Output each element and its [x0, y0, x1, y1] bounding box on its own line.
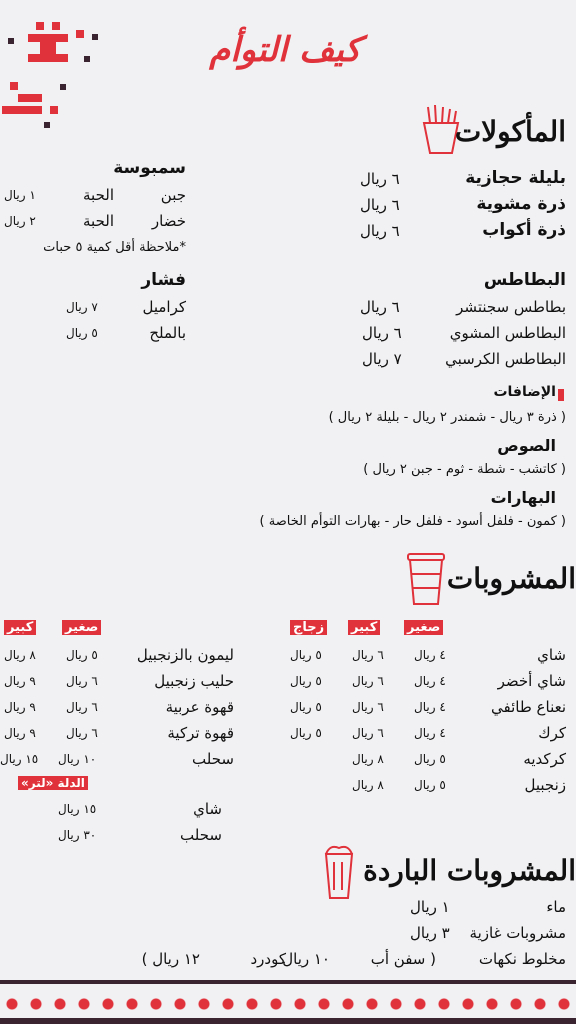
- drink-r1-glass: ٥ ريال: [290, 648, 322, 662]
- dalla-2-price: ٣٠ ريال: [58, 828, 97, 842]
- drink-l5-large: ١٥ ريال: [0, 752, 39, 766]
- drink-l4-name: قهوة تركية: [167, 724, 234, 742]
- drink-r4-glass: ٥ ريال: [290, 726, 322, 740]
- hdr-large-right: كبير: [348, 620, 380, 635]
- sauce-text: ( كاتشب - شطة - ثوم - جبن ٢ ريال ): [363, 462, 566, 477]
- dalla-header: الدلة «لتر»: [18, 776, 88, 790]
- cold-drink-icon: [320, 842, 358, 902]
- food-title: المأكولات: [454, 115, 566, 148]
- cold-price-2: ٣ ريال: [410, 924, 450, 942]
- dalla-1-price: ١٥ ريال: [58, 802, 97, 816]
- drink-r6-small: ٥ ريال: [414, 778, 446, 792]
- mix-opt1-price: ١٠ ريال: [282, 950, 330, 968]
- drink-r6-name: زنجبيل: [524, 776, 566, 794]
- sambosa-row-2-price: ٢ ريال: [4, 214, 36, 228]
- food-price-2: ٦ ريال: [360, 196, 400, 214]
- potato-item-1: بطاطس سجنتشر: [456, 298, 566, 316]
- food-item-3: ذرة أكواب: [482, 220, 566, 240]
- drink-r5-large: ٨ ريال: [352, 752, 384, 766]
- drink-l2-small: ٦ ريال: [66, 674, 98, 688]
- sambosa-row-2-unit: الحبة: [83, 212, 114, 230]
- drink-r1-small: ٤ ريال: [414, 648, 446, 662]
- drink-r2-name: شاي أخضر: [497, 672, 566, 690]
- drink-r4-small: ٤ ريال: [414, 726, 446, 740]
- sauce-title: الصوص: [497, 436, 556, 455]
- drink-r3-small: ٤ ريال: [414, 700, 446, 714]
- food-item-1: بليلة حجازية: [465, 168, 566, 188]
- potato-price-1: ٦ ريال: [360, 298, 400, 316]
- cold-item-2: مشروبات غازية: [469, 924, 566, 942]
- logo: كيف التوأم: [209, 30, 361, 70]
- popcorn-title: فشار: [141, 270, 186, 290]
- sambosa-note: *ملاحظة أقل كمية ٥ حبات: [43, 240, 186, 255]
- cold-title: المشروبات الباردة: [363, 854, 576, 887]
- drink-r3-name: نعناع طائفي: [491, 698, 566, 716]
- potato-price-3: ٧ ريال: [362, 350, 402, 368]
- drink-r2-small: ٤ ريال: [414, 674, 446, 688]
- drink-r4-name: كرك: [538, 724, 566, 742]
- hdr-small-right: صغير: [404, 620, 443, 635]
- drink-r1-name: شاي: [537, 646, 566, 664]
- extras-marker: [558, 389, 564, 401]
- drink-l5-name: سحلب: [192, 750, 234, 768]
- drink-l5-small: ١٠ ريال: [58, 752, 97, 766]
- sambosa-row-1-price: ١ ريال: [4, 188, 36, 202]
- extras-text: ( ذرة ٣ ريال - شمندر ٢ ريال - بليلة ٢ ريال ): [328, 410, 566, 425]
- drink-l3-small: ٦ ريال: [66, 700, 98, 714]
- sambosa-title: سمبوسة: [113, 158, 186, 178]
- drink-r5-small: ٥ ريال: [414, 752, 446, 766]
- mix-opt2-price: ١٢ ريال ): [141, 950, 200, 968]
- food-price-1: ٦ ريال: [360, 170, 400, 188]
- potatoes-title: البطاطس: [483, 270, 566, 290]
- potato-item-2: البطاطس المشوي: [449, 324, 566, 342]
- drink-l2-name: حليب زنجبيل: [154, 672, 234, 690]
- drink-r1-large: ٦ ريال: [352, 648, 384, 662]
- extras-title: الإضافات: [493, 384, 556, 400]
- drink-r3-glass: ٥ ريال: [290, 700, 322, 714]
- drink-r5-name: كركديه: [523, 750, 566, 768]
- drink-l1-large: ٨ ريال: [4, 648, 36, 662]
- popcorn-price-2: ٥ ريال: [66, 326, 98, 340]
- popcorn-item-2: بالملح: [149, 324, 186, 342]
- drinks-title: المشروبات: [446, 562, 576, 595]
- drink-l1-small: ٥ ريال: [66, 648, 98, 662]
- drink-l3-large: ٩ ريال: [4, 700, 36, 714]
- drink-l1-name: ليمون بالزنجبيل: [136, 646, 234, 664]
- food-price-3: ٦ ريال: [360, 222, 400, 240]
- drink-r2-large: ٦ ريال: [352, 674, 384, 688]
- cold-item-1: ماء: [546, 898, 566, 916]
- popcorn-item-1: كراميل: [142, 298, 186, 316]
- drink-r6-large: ٨ ريال: [352, 778, 384, 792]
- drink-l4-large: ٩ ريال: [4, 726, 36, 740]
- spices-title: البهارات: [490, 488, 556, 507]
- hdr-small-left: صغير: [62, 620, 101, 635]
- mix-opt1: ( سفن أب: [370, 950, 436, 968]
- ornament-top-left: [0, 14, 120, 134]
- bottom-bar-bottom: [0, 1018, 576, 1024]
- sambosa-row-2-name: خضار: [151, 212, 186, 230]
- food-item-2: ذرة مشوية: [476, 194, 566, 214]
- sambosa-row-1-name: جبن: [160, 186, 186, 204]
- drink-l3-name: قهوة عربية: [165, 698, 234, 716]
- drink-l2-large: ٩ ريال: [4, 674, 36, 688]
- sambosa-row-1-unit: الحبة: [83, 186, 114, 204]
- potato-price-2: ٦ ريال: [362, 324, 402, 342]
- mix-name: مخلوط نكهات: [478, 950, 566, 968]
- drink-l4-small: ٦ ريال: [66, 726, 98, 740]
- popcorn-price-1: ٧ ريال: [66, 300, 98, 314]
- drink-r4-large: ٦ ريال: [352, 726, 384, 740]
- potato-item-3: البطاطس الكرسبي: [445, 350, 566, 368]
- coffee-cup-icon: [404, 550, 448, 608]
- dalla-1-name: شاي: [193, 800, 222, 818]
- spices-text: ( كمون - فلفل أسود - فلفل حار - بهارات التوأم الخاصة ): [259, 514, 566, 529]
- mix-opt2: كودرد: [250, 950, 286, 968]
- hdr-large-left: كبير: [4, 620, 36, 635]
- hdr-glass-right: زجاج: [290, 620, 327, 635]
- cold-price-1: ١ ريال: [410, 898, 450, 916]
- drink-r3-large: ٦ ريال: [352, 700, 384, 714]
- dalla-2-name: سحلب: [180, 826, 222, 844]
- drink-r2-glass: ٥ ريال: [290, 674, 322, 688]
